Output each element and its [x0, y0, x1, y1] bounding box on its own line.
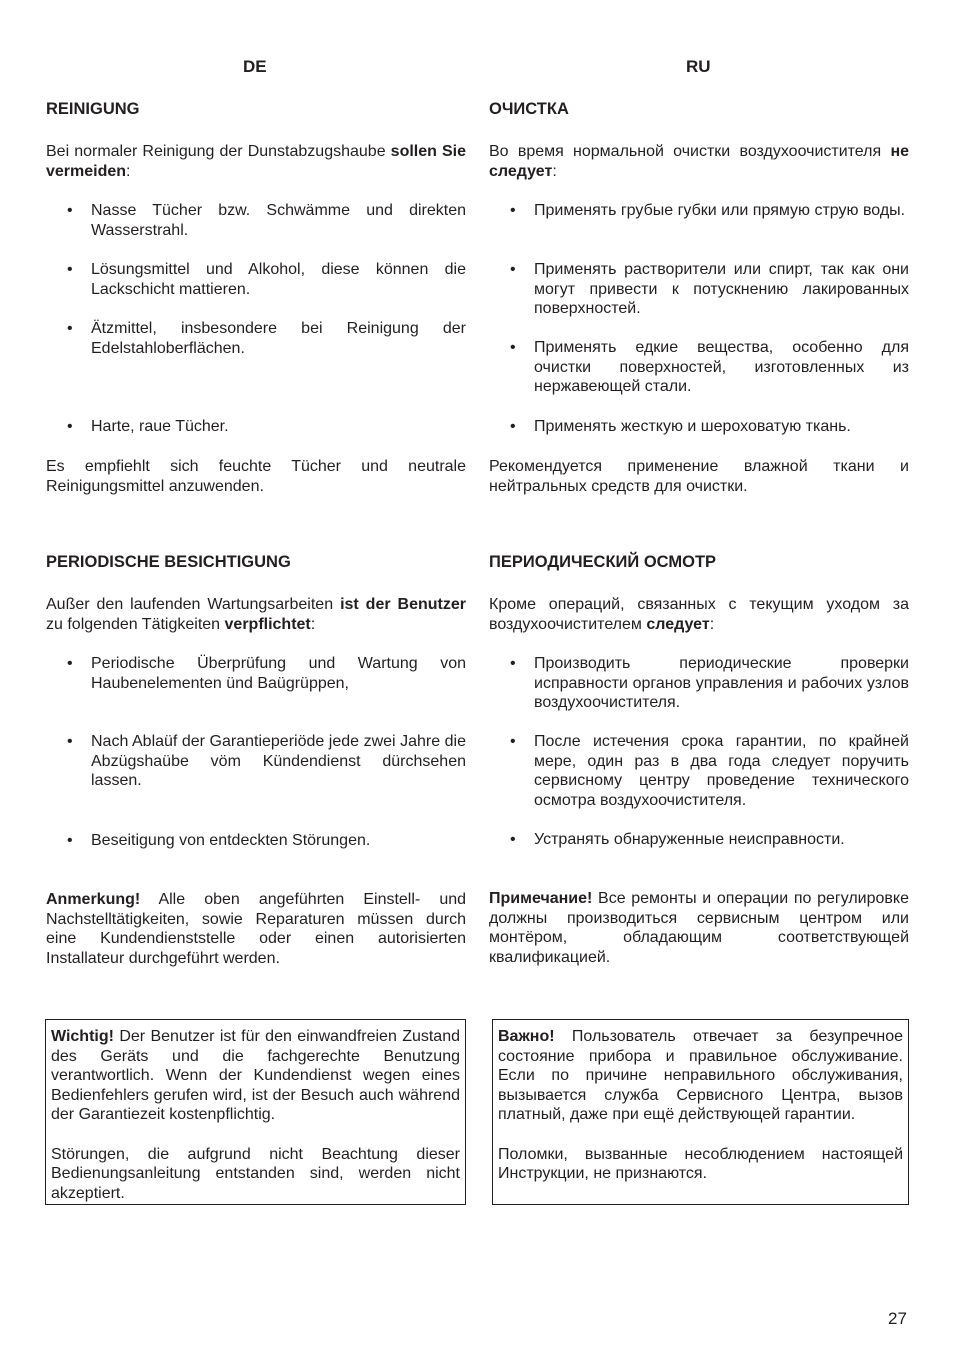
- list-item: [46, 201, 466, 240]
- note-label: Anmerkung!: [46, 891, 141, 908]
- note-text: Все ремонты и операции по регулировке должны производиться сервисным центром или монтёром, обладающим соответствующей квалификацией.: [489, 890, 909, 966]
- intro-bold: verpflichtet: [224, 615, 311, 633]
- intro-text: zu folgenden Tätigkeiten: [46, 615, 221, 633]
- notice-paragraph-2: Поломки, вызванные несоблюдением настоящей Инструкции, не признаются.: [498, 1145, 903, 1183]
- list-item: [489, 201, 909, 221]
- list-item-text: После истечения срока гарантии, по крайней мере, один раз в два года следует поручить сервисному центру проведение технического осмотра воздухоочистителя.: [534, 733, 909, 809]
- lang-header-ru: RU: [686, 57, 711, 76]
- intro-end: :: [310, 615, 316, 633]
- list-item-text: Nasse Tücher bzw. Schwämme und direkten Wasserstrahl.: [91, 202, 466, 239]
- list-item-text: Применять жесткую и шероховатую ткань.: [534, 418, 851, 435]
- section-title-reinigung: REINIGUNG: [46, 100, 140, 118]
- list-item: [46, 654, 466, 693]
- list-item: [489, 830, 909, 850]
- list-item: [46, 319, 466, 358]
- section-title-ochistka: ОЧИСТКА: [489, 100, 569, 118]
- notice-box-ru: [492, 1019, 909, 1205]
- paragraph-reinigung-outro: Es empfiehlt sich feuchte Tücher und neutrale Reinigungsmittel anzuwenden.: [46, 458, 466, 495]
- list-item: [489, 417, 909, 437]
- notice-label: Wichtig!: [51, 1028, 114, 1045]
- list-item-text: Lösungsmittel und Alkohol, diese können die Lackschicht mattieren.: [91, 261, 466, 298]
- bullet-icon: •: [510, 831, 516, 848]
- list-item: [46, 732, 466, 791]
- paragraph-osmotr-intro: [489, 595, 909, 634]
- list-item-text: Nach Ablaüf der Garantieperiöde jede zwei Jahre die Abzügshaübe vöm Kündendienst dürchsehen lassen.: [91, 733, 466, 790]
- intro-text: Bei normaler Reinigung der Dunstabzugshaube: [46, 143, 386, 160]
- list-item-text: Ätzmittel, insbesondere bei Reinigung der Edelstahloberflächen.: [91, 320, 466, 357]
- bullet-icon: •: [67, 832, 73, 849]
- list-item-text: Применять растворители или спирт, так как они могут привести к потускнению лакированных поверхностей.: [534, 261, 909, 318]
- intro-text: Кроме операций, связанных с текущим уходом за воздухоочистителем: [489, 596, 909, 633]
- list-item: [46, 260, 466, 299]
- bullet-icon: •: [67, 320, 73, 337]
- list-item: [489, 260, 909, 319]
- list-item-text: Применять едкие вещества, особенно для очистки поверхностей, изготовленных из нержавеющей стали.: [534, 339, 909, 396]
- intro-bold: sollen Sie vermeiden: [46, 143, 466, 180]
- list-item: [489, 338, 909, 397]
- intro-bold: ist der Benutzer: [340, 596, 466, 613]
- page-number: 27: [888, 1309, 907, 1328]
- paragraph-primechanie: [489, 889, 909, 967]
- notice-box-de: [45, 1019, 466, 1205]
- list-item-text: Производить периодические проверки исправности органов управления и рабочих узлов воздухоочистителя.: [534, 655, 909, 712]
- notice-paragraph-2: Störungen, die aufgrund nicht Beachtung dieser Bedienungsanleitung entstanden sind, werden nicht akzeptiert.: [51, 1145, 460, 1202]
- intro-end: :: [709, 615, 715, 633]
- section-title-osmotr: ПЕРИОДИЧЕСКИЙ ОСМОТР: [489, 553, 717, 571]
- bullet-icon: •: [510, 655, 516, 672]
- paragraph-ochistka-intro: [489, 142, 909, 181]
- list-item: [489, 732, 909, 810]
- lang-header-de: DE: [243, 57, 267, 76]
- bullet-icon: •: [510, 418, 516, 435]
- list-item: [46, 417, 466, 437]
- intro-end: :: [552, 162, 557, 180]
- note-label: Примечание!: [489, 890, 593, 907]
- bullet-icon: •: [67, 418, 73, 435]
- list-item-text: Harte, raue Tücher.: [91, 418, 229, 435]
- list-item-text: Устранять обнаруженные неисправности.: [534, 831, 845, 848]
- paragraph-besichtigung-intro: [46, 595, 466, 634]
- list-item: [46, 831, 466, 851]
- notice-label: Важно!: [498, 1028, 555, 1045]
- paragraph-ochistka-outro: Рекомендуется применение влажной ткани и нейтральных средств для очистки.: [489, 458, 909, 495]
- notice-text: Пользователь отвечает за безупречное состояние прибора и правильное обслуживание. Если по причине неправильного обслуживания, вызывается служба Сервисного Центра, вызов платный, даже при ещё действующей гарантии.: [498, 1028, 903, 1124]
- bullet-icon: •: [67, 202, 73, 219]
- list-item: [489, 654, 909, 713]
- bullet-icon: •: [510, 261, 516, 278]
- paragraph-anmerkung: [46, 890, 466, 968]
- bullet-icon: •: [510, 202, 516, 219]
- intro-text: Außer den laufenden Wartungsarbeiten: [46, 596, 334, 613]
- paragraph-reinigung-intro: [46, 142, 466, 181]
- list-item-text: Periodische Überprüfung und Wartung von Haubenelementen ünd Baügrüppen,: [91, 655, 466, 692]
- intro-end: :: [126, 162, 131, 180]
- intro-text: Во время нормальной очистки воздухоочистителя: [489, 143, 882, 160]
- notice-paragraph: [498, 1027, 903, 1125]
- intro-bold: не следует: [489, 143, 910, 180]
- bullet-icon: •: [67, 261, 73, 278]
- list-item-text: Beseitigung von entdeckten Störungen.: [91, 832, 371, 849]
- notice-paragraph: [51, 1027, 460, 1125]
- intro-bold: следует: [646, 615, 710, 633]
- bullet-icon: •: [510, 339, 516, 356]
- bullet-icon: •: [67, 733, 73, 750]
- bullet-icon: •: [510, 733, 516, 750]
- bullet-icon: •: [67, 655, 73, 672]
- section-title-besichtigung: PERIODISCHE BESICHTIGUNG: [46, 553, 291, 571]
- notice-text: Der Benutzer ist für den einwandfreien Zustand des Geräts und die fachgerechte Benutzung verantwortlich. Wenn der Kundendienst wegen eines Bedienfehlers gerufen wird, ist der Besuch auch während der Garantiezeit kostenpflichtig.: [51, 1028, 461, 1124]
- list-item-text: Применять грубые губки или прямую струю воды.: [534, 202, 906, 219]
- note-text: Alle oben angeführten Einstell- und Nachstelltätigkeiten, sowie Reparaturen müssen durch eine Kundendienststelle oder einen autorisierten Installateur durchgeführt werden.: [46, 891, 467, 967]
